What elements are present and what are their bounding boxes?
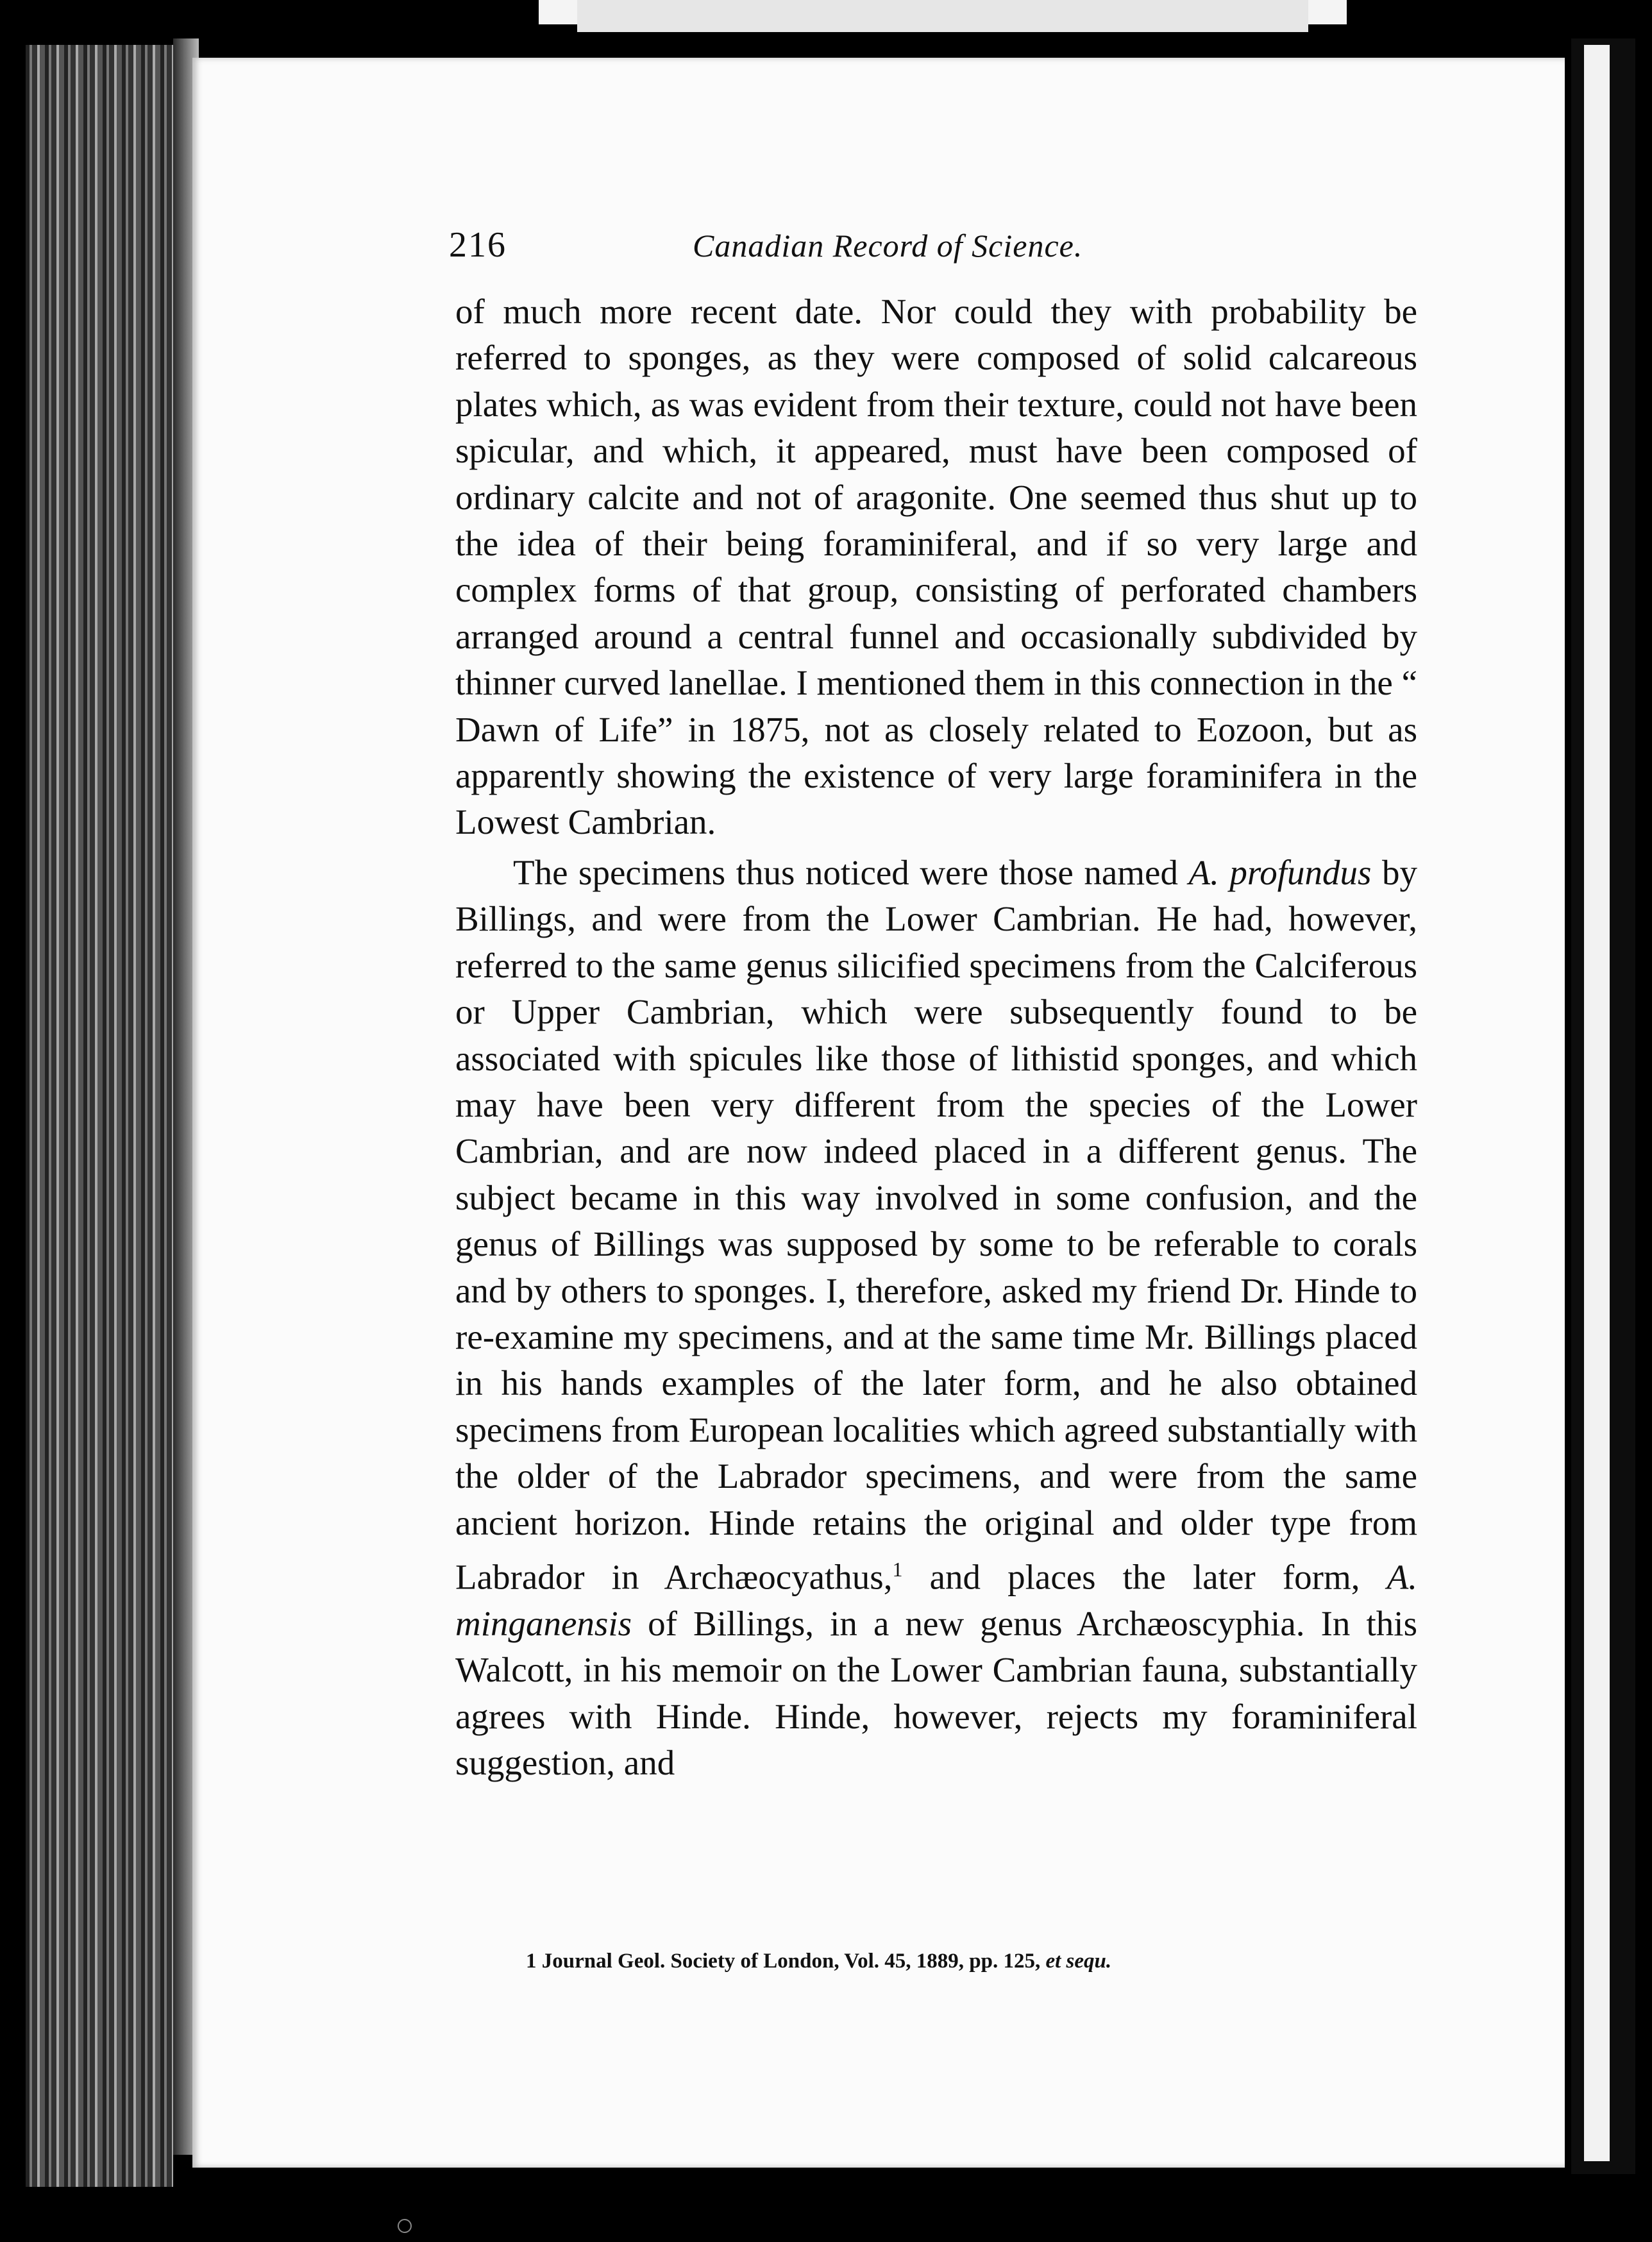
paragraph-2 <box>455 850 1417 1786</box>
paragraph-2-text: by Billings, and were from the Lower Cambrian. He had, however, referred to the same genus silicified specimens from the Calciferous or Upper Cambrian, which were subsequently found to be associated with spicules like those of lithistid sponges, and which may have been very different from the species of the Lower Cambrian, and are now indeed placed in a different genus. The subject became in this way involved in some confusion, and the genus of Billings was supposed by some to be referable to corals and by others to sponges. I, therefore, asked my friend Dr. Hinde to re-examine my specimens, and at the same time Mr. Billings placed in his hands examples of the later form, and he also obtained specimens from European localities which agreed substantially with the older of the Labrador specimens, and were from the same ancient horizon. Hinde retains the original and older type from Labrador in Archæocyathus, <box>455 852 1417 1597</box>
scan-top-shadow <box>577 0 1308 32</box>
footnote-text: Journal Geol. Society of London, Vol. 45, 1889, pp. 125, <box>541 1950 1046 1973</box>
body-text <box>455 289 1417 1790</box>
page-stack-edges <box>26 45 173 2187</box>
page-header <box>449 224 1154 269</box>
footnote-marker: 1 <box>526 1950 537 1973</box>
species-name-minganensis: A. minganensis <box>455 1557 1417 1643</box>
footnote-reference: 1 <box>892 1557 903 1581</box>
species-name-profundus: A. profundus <box>1188 852 1372 892</box>
next-page-sliver <box>1584 45 1610 2161</box>
footnote-italic: et sequ. <box>1045 1950 1112 1973</box>
scan-mark <box>398 2219 412 2233</box>
paragraph-1: of much more recent date. Nor could they with probability be referred to sponges, as they were composed of solid calcareous plates which, as was evident from their texture, could not have been spicular, and which, it appeared, must have been composed of ordinary calcite and not of aragonite. One seemed thus shut up to the idea of their being foraminiferal, and if so very large and complex forms of that group, consisting of perforated chambers arranged around a central funnel and occasionally subdivided by thinner curved lanellae. I mentioned them in this connection in the “ Dawn of Life” in 1875, not as closely related to Eozoon, but as apparently showing the existence of very large foraminifera in the Lowest Cambrian. <box>455 292 1417 842</box>
running-title: Canadian Record of Science. <box>693 228 1083 264</box>
paragraph-2-text: and places the later form, <box>902 1557 1387 1597</box>
paragraph-2-text: of Billings, in a new genus Archæoscyphia. In this Walcott, in his memoir on the Lower Cambrian fauna, substantially agrees with Hinde. Hinde, however, rejects my foraminiferal suggestion, and <box>455 1603 1417 1782</box>
footnote <box>526 1950 1360 1973</box>
paragraph-2-text: The specimens thus noticed were those named <box>513 852 1189 892</box>
page-number: 216 <box>449 225 507 265</box>
